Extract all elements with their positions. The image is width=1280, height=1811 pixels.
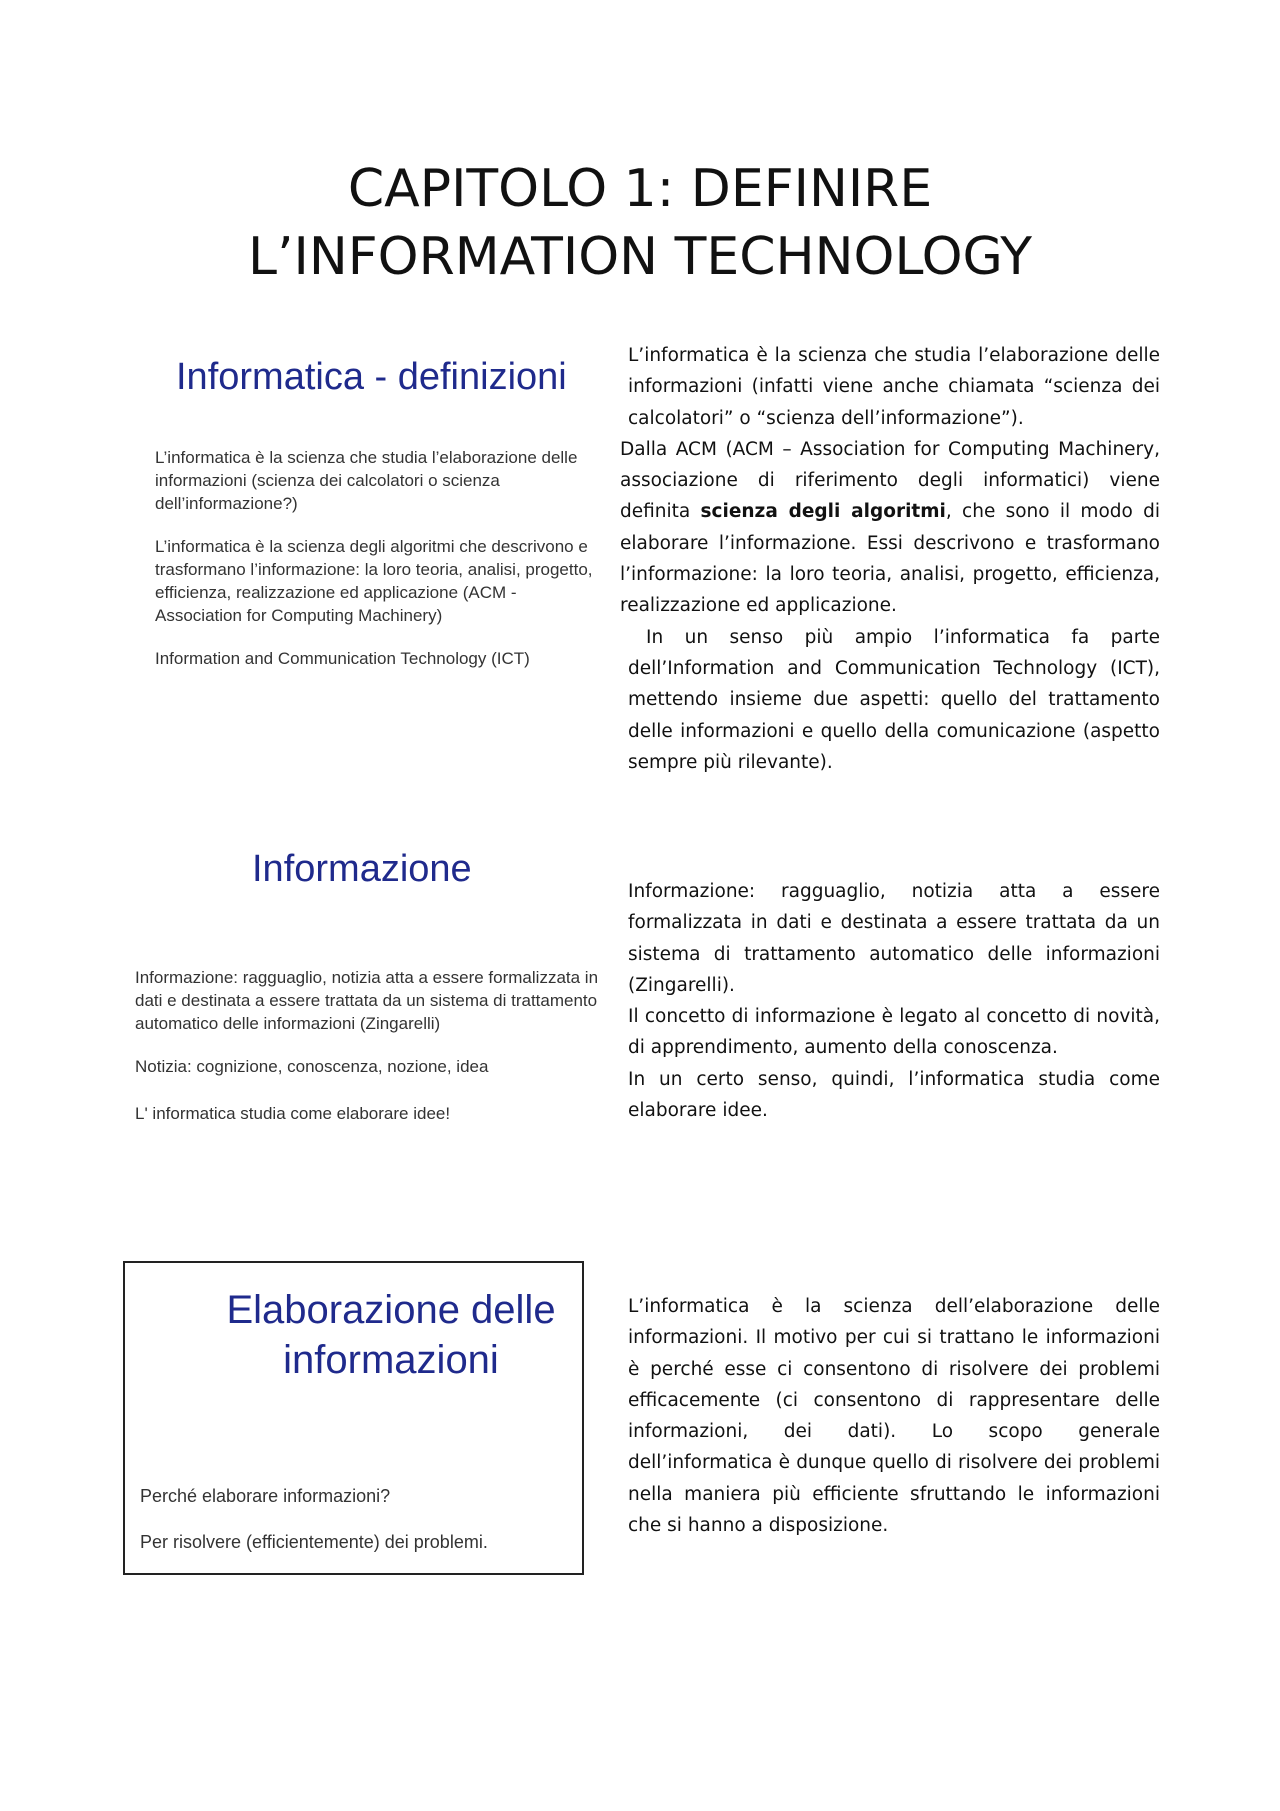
slide-paragraph: L’informatica è la scienza degli algoritmi che descrivono e trasformano l’informazione: la loro teoria, analisi, progetto, efficienza, realizzazione ed applicazione (ACM - Association for Computing Machinery) xyxy=(155,537,593,625)
paragraph: L’informatica è la scienza dell’elaborazione delle informazioni. Il motivo per cui si trattano le informazioni è perché esse ci consentono di risolvere dei problemi efficacemente (ci consentono di rappresentare delle informazioni, dei dati). Lo scopo generale dell’informatica è dunque quello di risolvere dei problemi nella maniera più efficiente sfruttando le informazioni che si hanno a disposizione. xyxy=(628,1296,1160,1537)
slide-title-line1: Elaborazione delle xyxy=(226,1288,556,1332)
slide-paragraph: Perché elaborare informazioni? xyxy=(140,1486,391,1506)
slide-title: Informazione xyxy=(252,848,472,890)
slide-paragraph: Per risolvere (efficientemente) dei problemi. xyxy=(140,1532,488,1552)
section1-text xyxy=(620,340,1160,778)
paragraph: In un senso più ampio l’informatica fa parte dell’Information and Communication Technology (ICT), mettendo insieme due aspetti: quello del trattamento delle informazioni e quello della comunicazione (aspetto sempre più rilevante). xyxy=(628,626,1160,773)
slide-paragraph: L' informatica studia come elaborare idee! xyxy=(135,1104,451,1123)
section3-text xyxy=(628,1291,1160,1541)
chapter-title-line2: L’INFORMATION TECHNOLOGY xyxy=(248,227,1032,287)
slide-title-line2: informazioni xyxy=(283,1338,499,1382)
paragraph xyxy=(620,434,1160,622)
slide-paragraph: L’informatica è la scienza che studia l’elaborazione delle informazioni (scienza dei calcolatori o scienza dell’informazione?) xyxy=(155,448,578,513)
slide-paragraph: Informazione: ragguaglio, notizia atta a essere formalizzata in dati e destinata a essere trattata da un sistema di trattamento automatico delle informazioni (Zingarelli) xyxy=(135,968,599,1033)
paragraph: Informazione: ragguaglio, notizia atta a essere formalizzata in dati e destinata a essere trattata da un sistema di trattamento automatico delle informazioni (Zingarelli). xyxy=(628,881,1160,996)
slide-body xyxy=(135,966,600,1145)
slide-informatica-definizioni xyxy=(140,350,600,690)
slide-title: Informatica - definizioni xyxy=(176,356,567,398)
chapter-title-line1: CAPITOLO 1: DEFINIRE xyxy=(347,159,933,219)
chapter-title xyxy=(0,155,1280,291)
slide-paragraph: Information and Communication Technology (ICT) xyxy=(155,649,530,668)
slide-elaborazione-informazioni xyxy=(123,1261,584,1575)
slide-paragraph: Notizia: cognizione, conoscenza, nozione, idea xyxy=(135,1057,489,1076)
bold-term: scienza degli algoritmi xyxy=(700,501,946,523)
paragraph: In un certo senso, quindi, l’informatica studia come elaborare idee. xyxy=(628,1068,1160,1122)
paragraph: L’informatica è la scienza che studia l’elaborazione delle informazioni (infatti viene anche chiamata “scienza dei calcolatori” o “scienza dell’informazione”). xyxy=(628,345,1160,429)
slide-informazione xyxy=(120,840,600,1170)
paragraph: Il concetto di informazione è legato al concetto di novità, di apprendimento, aumento della conoscenza. xyxy=(628,1006,1160,1059)
paragraph-text: , che sono il modo di elaborare l’informazione. Essi descrivono e trasformano l’informazione: la loro teoria, analisi, progetto, efficienza, realizzazione ed applicazione. xyxy=(620,501,1160,617)
slide-body xyxy=(155,446,600,690)
slide-title xyxy=(125,1285,582,1385)
section2-text xyxy=(628,876,1160,1126)
slide-body xyxy=(140,1484,580,1574)
paragraph-text: Dalla ACM (ACM – Association for Computing Machinery, associazione di riferimento degli informatici) viene definita xyxy=(620,438,1160,523)
